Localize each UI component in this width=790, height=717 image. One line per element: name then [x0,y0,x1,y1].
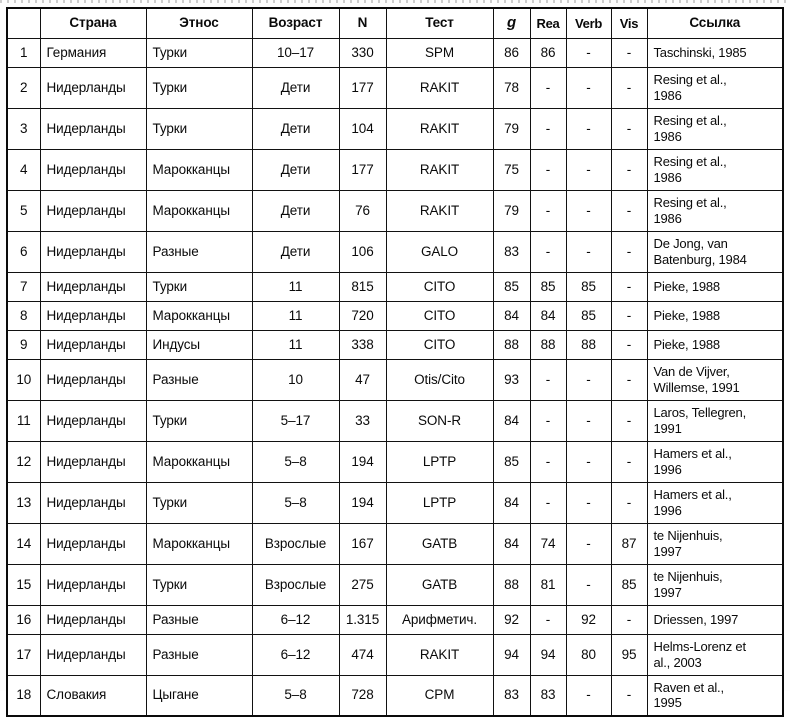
cell-sample-size: 338 [339,330,386,359]
cell-row-number: 8 [7,301,40,330]
cell-country: Нидерланды [40,634,146,675]
cell-rea: - [530,441,566,482]
cell-sample-size: 177 [339,149,386,190]
cell-row-number: 2 [7,67,40,108]
cell-row-number: 6 [7,231,40,272]
cell-country: Нидерланды [40,441,146,482]
cell-vis: - [611,330,647,359]
cell-country: Нидерланды [40,330,146,359]
cell-g: 94 [493,634,530,675]
cell-vis: - [611,108,647,149]
cell-age: 6–12 [252,634,339,675]
cell-row-number: 5 [7,190,40,231]
cell-rea: - [530,400,566,441]
cell-reference [647,301,783,330]
cell-g: 84 [493,482,530,523]
cell-vis: 87 [611,523,647,564]
cell-g: 75 [493,149,530,190]
table-row [7,441,783,482]
reference-line: Laros, Tellegren, [653,405,746,421]
cell-row-number: 12 [7,441,40,482]
column-header-g: g [493,8,530,38]
cell-rea: 86 [530,38,566,67]
cell-vis: - [611,675,647,716]
cell-reference [647,67,783,108]
cell-row-number: 13 [7,482,40,523]
reference-line: te Nijenhuis, [653,528,723,544]
cell-age: 5–8 [252,482,339,523]
reference-line: Resing et al., [653,195,727,211]
cell-sample-size: 330 [339,38,386,67]
reference-line: 1996 [653,461,682,477]
cell-vis: - [611,272,647,301]
cell-row-number: 4 [7,149,40,190]
cell-rea: - [530,108,566,149]
cell-sample-size: 167 [339,523,386,564]
cell-verb: - [566,564,611,605]
cell-ethnos: Турки [146,482,252,523]
cell-sample-size: 720 [339,301,386,330]
cell-reference [647,359,783,400]
table-row [7,564,783,605]
cell-ethnos: Разные [146,605,252,634]
cell-ethnos: Марокканцы [146,149,252,190]
cell-g: 83 [493,231,530,272]
cell-age: Дети [252,231,339,272]
column-header-rea: Rea [530,8,566,38]
table-header [7,8,783,38]
reference-line: Pieke, 1988 [653,336,720,352]
cell-ethnos: Марокканцы [146,441,252,482]
cell-ethnos: Цыгане [146,675,252,716]
cell-vis: - [611,231,647,272]
reference-line: Driessen, 1997 [653,611,739,627]
cell-age: Дети [252,190,339,231]
cell-row-number: 3 [7,108,40,149]
reference-line: Pieke, 1988 [653,278,720,294]
table-row [7,38,783,67]
table-header-row [7,8,783,38]
cell-g: 85 [493,272,530,301]
cell-test: SON-R [386,400,493,441]
cell-age: 5–17 [252,400,339,441]
cell-country: Германия [40,38,146,67]
reference-line: Helms-Lorenz et [653,639,746,655]
column-header-verb: Verb [566,8,611,38]
cell-rea: - [530,149,566,190]
reference-line: Van de Vijver, [653,364,730,380]
cell-age: 11 [252,272,339,301]
cell-ethnos: Разные [146,359,252,400]
cell-verb: - [566,108,611,149]
cell-row-number: 7 [7,272,40,301]
cell-vis: - [611,67,647,108]
cell-reference [647,149,783,190]
cell-verb: - [566,359,611,400]
reference-line: Hamers et al., [653,487,732,503]
cell-country: Нидерланды [40,301,146,330]
cell-verb: - [566,441,611,482]
table-row [7,675,783,716]
cell-verb: 88 [566,330,611,359]
cell-vis: 85 [611,564,647,605]
cell-g: 84 [493,301,530,330]
cell-age: Дети [252,149,339,190]
cell-country: Нидерланды [40,482,146,523]
reference-line: 1997 [653,543,682,559]
table-row [7,482,783,523]
cell-country: Нидерланды [40,400,146,441]
cell-rea: - [530,67,566,108]
cell-g: 83 [493,675,530,716]
reference-line: te Nijenhuis, [653,569,723,585]
cell-test: LPTP [386,482,493,523]
cell-rea: 74 [530,523,566,564]
cell-rea: 83 [530,675,566,716]
cell-sample-size: 33 [339,400,386,441]
reference-line: 1986 [653,128,682,144]
cell-country: Нидерланды [40,149,146,190]
cell-sample-size: 728 [339,675,386,716]
cell-ethnos: Турки [146,67,252,108]
cell-sample-size: 76 [339,190,386,231]
table-row [7,190,783,231]
cell-vis: - [611,190,647,231]
cell-test: RAKIT [386,634,493,675]
reference-line: Raven et al., [653,679,724,695]
cell-age: Дети [252,67,339,108]
cell-test: LPTP [386,441,493,482]
reference-line: Willemse, 1991 [653,379,740,395]
cell-rea: 84 [530,301,566,330]
cell-verb: - [566,675,611,716]
column-header-test: Тест [386,8,493,38]
cell-ethnos: Разные [146,634,252,675]
table-row [7,400,783,441]
cell-g: 84 [493,523,530,564]
cell-test: Otis/Cito [386,359,493,400]
cell-rea: - [530,605,566,634]
cell-test: RAKIT [386,149,493,190]
cell-sample-size: 194 [339,441,386,482]
cell-vis: - [611,149,647,190]
cell-test: CITO [386,330,493,359]
cell-verb: - [566,231,611,272]
cell-vis: - [611,301,647,330]
cell-sample-size: 815 [339,272,386,301]
cell-ethnos: Турки [146,272,252,301]
cell-test: RAKIT [386,67,493,108]
reference-line: Pieke, 1988 [653,307,720,323]
cell-age: 6–12 [252,605,339,634]
cell-vis: - [611,441,647,482]
reference-line: 1986 [653,87,682,103]
table-row [7,523,783,564]
cell-sample-size: 194 [339,482,386,523]
column-header-ethnos: Этнос [146,8,252,38]
cell-country: Нидерланды [40,108,146,149]
table-row [7,359,783,400]
cell-country: Нидерланды [40,359,146,400]
cell-reference [647,108,783,149]
cell-country: Нидерланды [40,564,146,605]
cell-row-number: 18 [7,675,40,716]
scan-artifact [0,0,790,3]
cell-country: Нидерланды [40,231,146,272]
cell-age: Взрослые [252,564,339,605]
cell-age: Дети [252,108,339,149]
cell-g: 92 [493,605,530,634]
table-row [7,605,783,634]
cell-country: Нидерланды [40,272,146,301]
reference-line: 1991 [653,420,682,436]
table-row [7,272,783,301]
cell-vis: - [611,482,647,523]
reference-line: Resing et al., [653,113,727,129]
cell-g: 88 [493,330,530,359]
cell-test: GATB [386,523,493,564]
cell-row-number: 11 [7,400,40,441]
cell-ethnos: Турки [146,38,252,67]
cell-reference [647,523,783,564]
cell-row-number: 10 [7,359,40,400]
cell-reference [647,675,783,716]
cell-sample-size: 104 [339,108,386,149]
cell-verb: - [566,67,611,108]
cell-sample-size: 1.315 [339,605,386,634]
cell-test: SPM [386,38,493,67]
cell-ethnos: Турки [146,564,252,605]
cell-reference [647,38,783,67]
cell-row-number: 1 [7,38,40,67]
cell-country: Словакия [40,675,146,716]
cell-vis: - [611,605,647,634]
cell-row-number: 15 [7,564,40,605]
cell-test: GATB [386,564,493,605]
cell-verb: - [566,149,611,190]
cell-rea: - [530,190,566,231]
cell-reference [647,441,783,482]
cell-test: RAKIT [386,190,493,231]
cell-sample-size: 47 [339,359,386,400]
cell-verb: 80 [566,634,611,675]
cell-g: 79 [493,108,530,149]
cell-verb: - [566,482,611,523]
reference-line: 1986 [653,210,682,226]
table-row [7,301,783,330]
studies-table [6,7,784,717]
cell-row-number: 14 [7,523,40,564]
column-header-country: Страна [40,8,146,38]
table-row [7,67,783,108]
reference-line: al., 2003 [653,654,702,670]
cell-reference [647,482,783,523]
reference-line: Resing et al., [653,72,727,88]
cell-reference [647,634,783,675]
cell-g: 78 [493,67,530,108]
reference-line: De Jong, van [653,236,728,252]
cell-age: 11 [252,301,339,330]
cell-age: 10 [252,359,339,400]
cell-rea: 81 [530,564,566,605]
reference-line: 1997 [653,584,682,600]
table-row [7,231,783,272]
cell-test: RAKIT [386,108,493,149]
table-body [7,38,783,716]
cell-test: GALO [386,231,493,272]
table-row [7,108,783,149]
cell-g: 85 [493,441,530,482]
cell-age: Взрослые [252,523,339,564]
table-row [7,634,783,675]
reference-line: 1986 [653,169,682,185]
cell-rea: 88 [530,330,566,359]
cell-reference [647,272,783,301]
cell-sample-size: 474 [339,634,386,675]
cell-verb: - [566,400,611,441]
table-row [7,330,783,359]
cell-test: CITO [386,272,493,301]
cell-reference [647,190,783,231]
reference-line: Hamers et al., [653,446,732,462]
cell-age: 11 [252,330,339,359]
cell-country: Нидерланды [40,67,146,108]
column-header-vis: Vis [611,8,647,38]
column-header-n: N [339,8,386,38]
cell-age: 5–8 [252,441,339,482]
cell-test: Арифметич. [386,605,493,634]
cell-age: 10–17 [252,38,339,67]
cell-ethnos: Турки [146,400,252,441]
cell-sample-size: 275 [339,564,386,605]
cell-row-number: 17 [7,634,40,675]
cell-g: 86 [493,38,530,67]
cell-ethnos: Разные [146,231,252,272]
cell-ethnos: Марокканцы [146,523,252,564]
cell-ethnos: Турки [146,108,252,149]
cell-country: Нидерланды [40,605,146,634]
cell-country: Нидерланды [40,523,146,564]
cell-vis: - [611,38,647,67]
cell-country: Нидерланды [40,190,146,231]
cell-sample-size: 177 [339,67,386,108]
cell-vis: - [611,359,647,400]
cell-g: 88 [493,564,530,605]
reference-line: Resing et al., [653,154,727,170]
reference-line: 1996 [653,502,682,518]
cell-test: CPM [386,675,493,716]
cell-vis: - [611,400,647,441]
cell-g: 93 [493,359,530,400]
cell-rea: - [530,359,566,400]
reference-line: Taschinski, 1985 [653,44,747,60]
cell-verb: - [566,523,611,564]
cell-row-number: 16 [7,605,40,634]
reference-line: Batenburg, 1984 [653,251,747,267]
cell-verb: 92 [566,605,611,634]
cell-vis: 95 [611,634,647,675]
cell-reference [647,605,783,634]
cell-reference [647,330,783,359]
cell-rea: 85 [530,272,566,301]
cell-reference [647,400,783,441]
cell-rea: - [530,482,566,523]
cell-g: 79 [493,190,530,231]
cell-verb: 85 [566,272,611,301]
column-header-age: Возраст [252,8,339,38]
cell-row-number: 9 [7,330,40,359]
cell-verb: - [566,190,611,231]
cell-ethnos: Марокканцы [146,190,252,231]
cell-g: 84 [493,400,530,441]
reference-line: 1995 [653,695,682,711]
cell-rea: - [530,231,566,272]
cell-verb: - [566,38,611,67]
cell-verb: 85 [566,301,611,330]
column-header-number [7,8,40,38]
cell-rea: 94 [530,634,566,675]
cell-ethnos: Индусы [146,330,252,359]
table-row [7,149,783,190]
cell-sample-size: 106 [339,231,386,272]
cell-test: CITO [386,301,493,330]
cell-age: 5–8 [252,675,339,716]
cell-reference [647,231,783,272]
cell-ethnos: Марокканцы [146,301,252,330]
cell-reference [647,564,783,605]
column-header-reference: Ссылка [647,8,783,38]
